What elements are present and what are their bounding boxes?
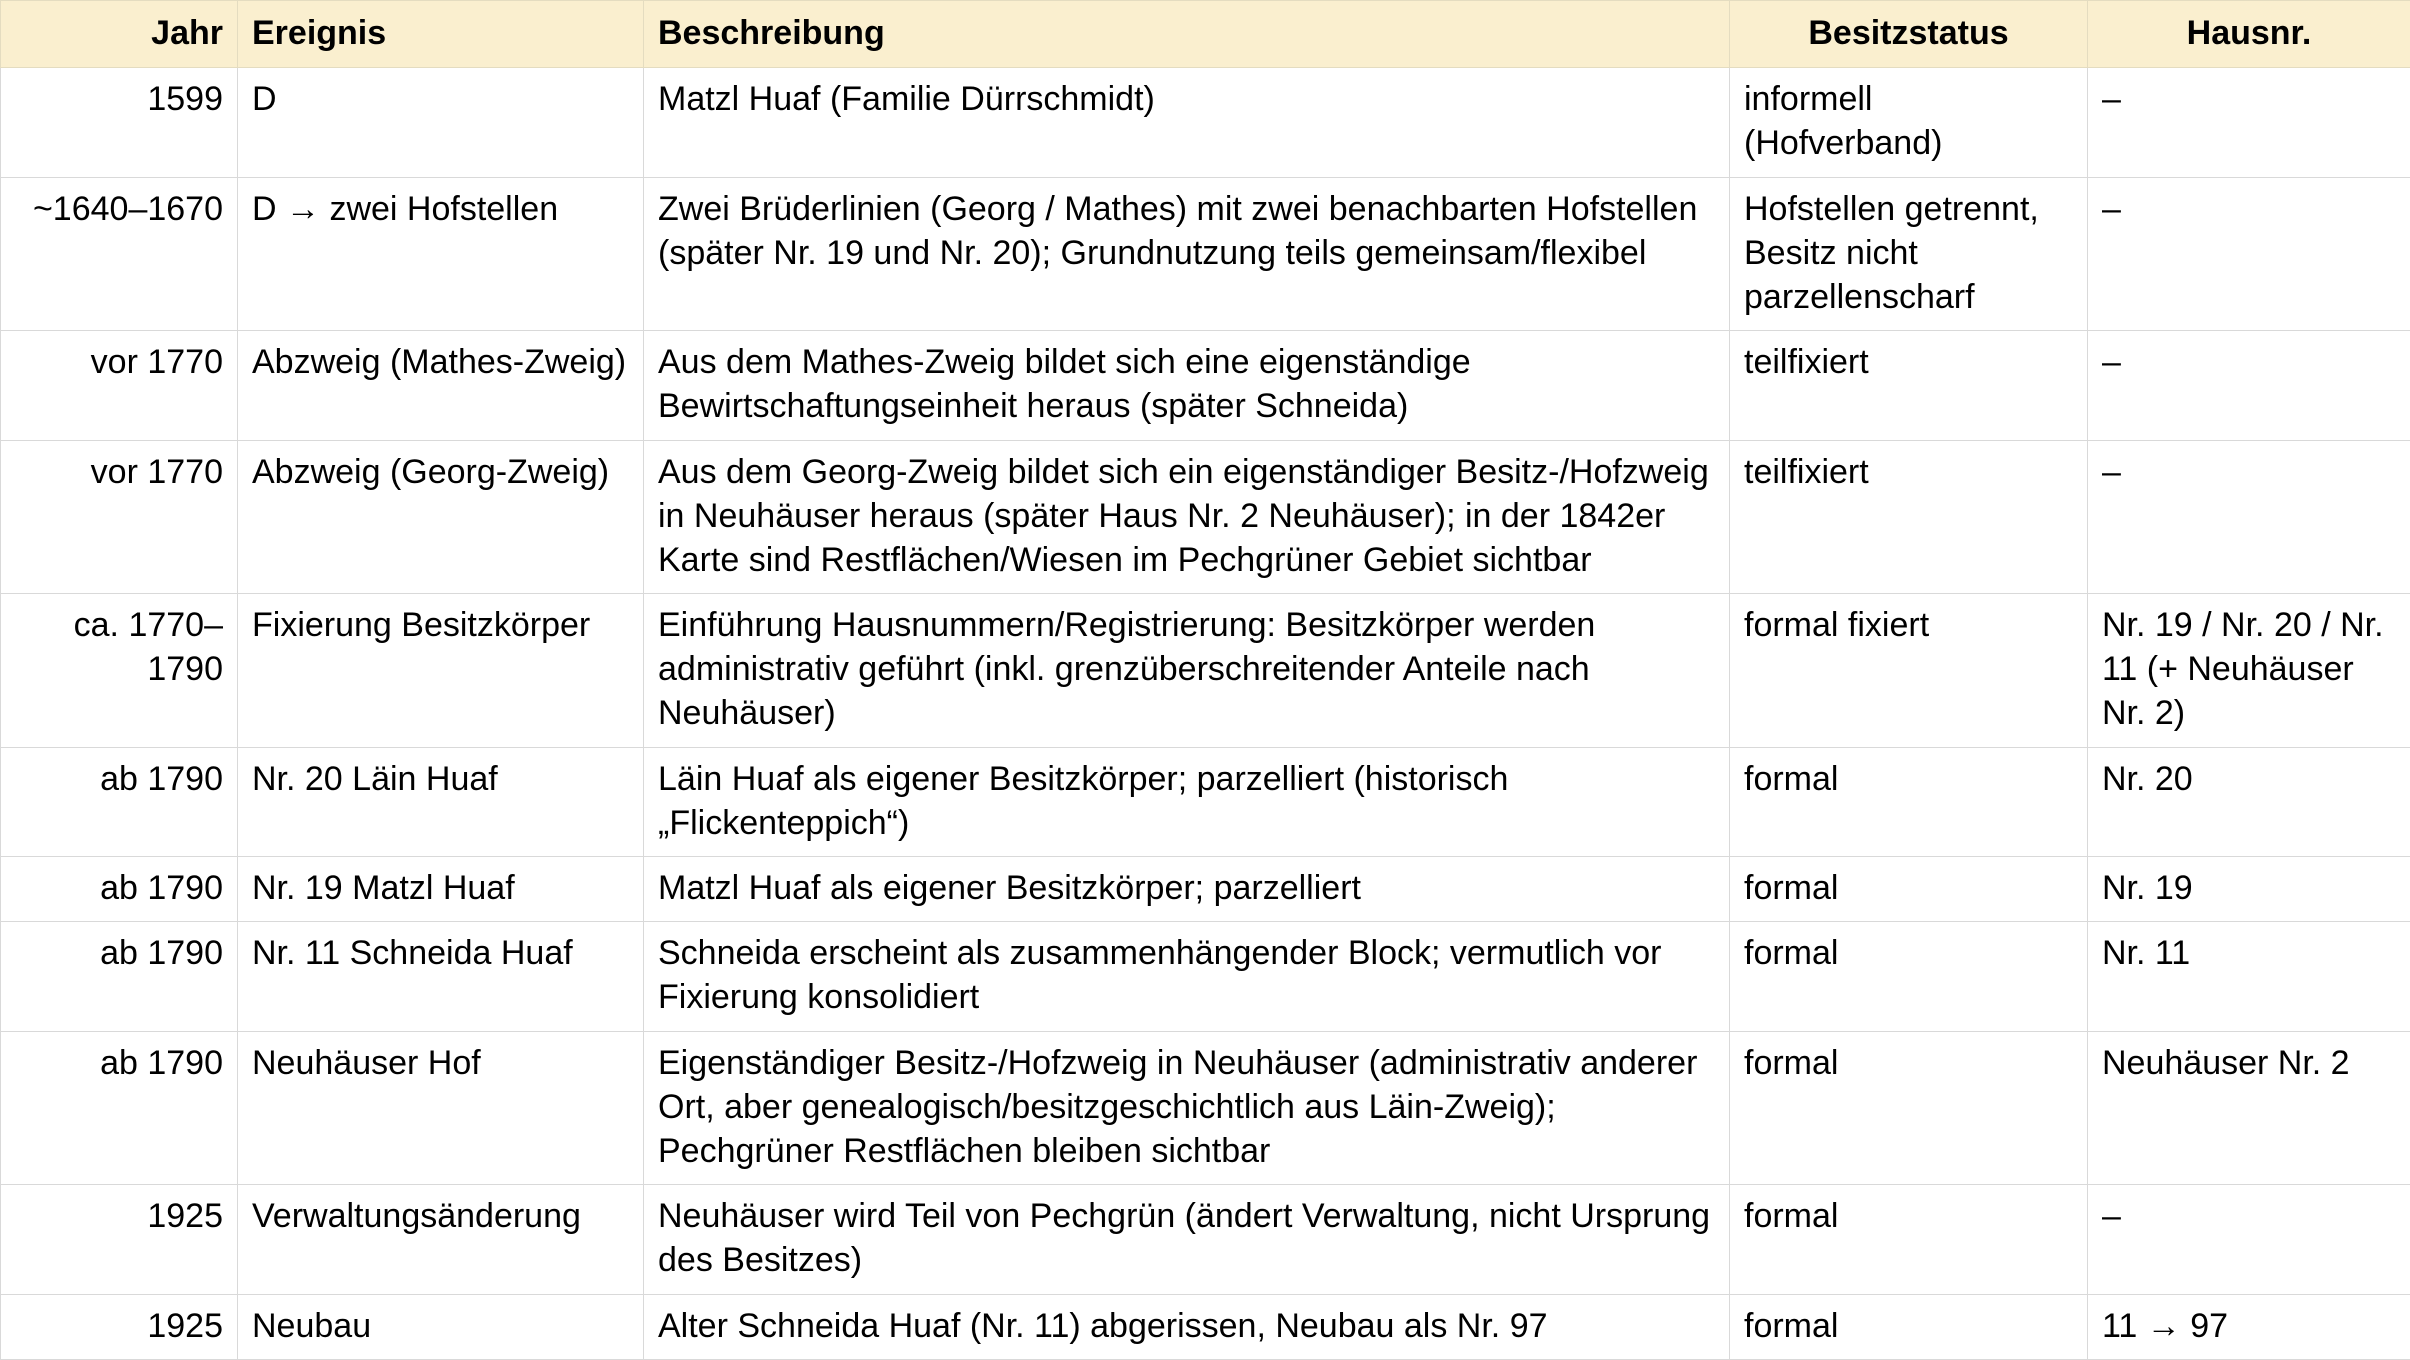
cell-ereignis: Verwaltungsänderung xyxy=(238,1185,644,1294)
column-header-beschreibung: Beschreibung xyxy=(644,1,1730,68)
cell-ereignis: Abzweig (Mathes-Zweig) xyxy=(238,331,644,440)
table-body xyxy=(1,68,2410,1360)
cell-ereignis: Nr. 19 Matzl Huaf xyxy=(238,857,644,922)
cell-status: formal xyxy=(1730,747,2088,856)
cell-jahr: vor 1770 xyxy=(1,440,238,594)
cell-hausnr: 11 → 97 xyxy=(2088,1294,2410,1359)
table-row xyxy=(1,594,2410,748)
cell-status: formal xyxy=(1730,857,2088,922)
cell-besch: Eigenständiger Besitz-/Hofzweig in Neuhäuser (administrativ anderer Ort, aber genealogisch/besitzgeschichtlich aus Läin-Zweig); Pechgrüner Restflächen bleiben sichtbar xyxy=(644,1031,1730,1185)
cell-status: formal fixiert xyxy=(1730,594,2088,748)
table-row xyxy=(1,177,2410,331)
cell-besch: Aus dem Mathes-Zweig bildet sich eine eigenständige Bewirtschaftungseinheit heraus (später Schneida) xyxy=(644,331,1730,440)
table-row xyxy=(1,922,2410,1031)
cell-ereignis: Neubau xyxy=(238,1294,644,1359)
column-header-besitzstatus: Besitzstatus xyxy=(1730,1,2088,68)
column-header-hausnr: Hausnr. xyxy=(2088,1,2410,68)
table-row xyxy=(1,1294,2410,1359)
table-row xyxy=(1,1185,2410,1294)
cell-status: teilfixiert xyxy=(1730,440,2088,594)
cell-besch: Aus dem Georg-Zweig bildet sich ein eigenständiger Besitz-/Hofzweig in Neuhäuser heraus (später Haus Nr. 2 Neuhäuser); in der 1842er Karte sind Restflächen/Wiesen im Pechgrüner Gebiet sichtbar xyxy=(644,440,1730,594)
cell-status: Hofstellen getrennt, Besitz nicht parzellenscharf xyxy=(1730,177,2088,331)
cell-jahr: ab 1790 xyxy=(1,1031,238,1185)
table-row xyxy=(1,440,2410,594)
cell-status: formal xyxy=(1730,922,2088,1031)
cell-jahr: 1925 xyxy=(1,1294,238,1359)
cell-ereignis: D xyxy=(238,68,644,177)
table-row xyxy=(1,857,2410,922)
cell-hausnr: Nr. 11 xyxy=(2088,922,2410,1031)
cell-hausnr: Neuhäuser Nr. 2 xyxy=(2088,1031,2410,1185)
cell-status: informell (Hofverband) xyxy=(1730,68,2088,177)
cell-besch: Neuhäuser wird Teil von Pechgrün (ändert Verwaltung, nicht Ursprung des Besitzes) xyxy=(644,1185,1730,1294)
cell-hausnr: – xyxy=(2088,68,2410,177)
cell-ereignis: Fixierung Besitzkörper xyxy=(238,594,644,748)
cell-jahr: 1925 xyxy=(1,1185,238,1294)
cell-jahr: ab 1790 xyxy=(1,857,238,922)
table-row xyxy=(1,68,2410,177)
cell-besch: Zwei Brüderlinien (Georg / Mathes) mit zwei benachbarten Hofstellen (später Nr. 19 und Nr. 20); Grundnutzung teils gemeinsam/flexibel xyxy=(644,177,1730,331)
cell-hausnr: – xyxy=(2088,331,2410,440)
table-row xyxy=(1,1031,2410,1185)
table-row xyxy=(1,747,2410,856)
cell-besch: Matzl Huaf (Familie Dürrschmidt) xyxy=(644,68,1730,177)
cell-ereignis: Nr. 11 Schneida Huaf xyxy=(238,922,644,1031)
cell-besch: Einführung Hausnummern/Registrierung: Besitzkörper werden administrativ geführt (inkl. grenzüberschreitender Anteile nach Neuhäuser) xyxy=(644,594,1730,748)
column-header-jahr: Jahr xyxy=(1,1,238,68)
cell-status: teilfixiert xyxy=(1730,331,2088,440)
cell-jahr: 1599 xyxy=(1,68,238,177)
cell-ereignis: Neuhäuser Hof xyxy=(238,1031,644,1185)
cell-besch: Alter Schneida Huaf (Nr. 11) abgerissen, Neubau als Nr. 97 xyxy=(644,1294,1730,1359)
cell-ereignis: D → zwei Hofstellen xyxy=(238,177,644,331)
table-header xyxy=(1,1,2410,68)
cell-ereignis: Nr. 20 Läin Huaf xyxy=(238,747,644,856)
cell-ereignis: Abzweig (Georg-Zweig) xyxy=(238,440,644,594)
cell-hausnr: – xyxy=(2088,177,2410,331)
cell-jahr: vor 1770 xyxy=(1,331,238,440)
cell-jahr: ~1640–1670 xyxy=(1,177,238,331)
cell-jahr: ab 1790 xyxy=(1,747,238,856)
cell-hausnr: – xyxy=(2088,440,2410,594)
cell-jahr: ca. 1770–1790 xyxy=(1,594,238,748)
cell-status: formal xyxy=(1730,1294,2088,1359)
cell-besch: Schneida erscheint als zusammenhängender Block; vermutlich vor Fixierung konsolidiert xyxy=(644,922,1730,1031)
cell-status: formal xyxy=(1730,1185,2088,1294)
column-header-ereignis: Ereignis xyxy=(238,1,644,68)
cell-hausnr: – xyxy=(2088,1185,2410,1294)
cell-besch: Matzl Huaf als eigener Besitzkörper; parzelliert xyxy=(644,857,1730,922)
cell-jahr: ab 1790 xyxy=(1,922,238,1031)
table-header-row xyxy=(1,1,2410,68)
cell-besch: Läin Huaf als eigener Besitzkörper; parzelliert (historisch „Flickenteppich“) xyxy=(644,747,1730,856)
cell-hausnr: Nr. 19 / Nr. 20 / Nr. 11 (+ Neuhäuser Nr. 2) xyxy=(2088,594,2410,748)
cell-hausnr: Nr. 20 xyxy=(2088,747,2410,856)
cell-status: formal xyxy=(1730,1031,2088,1185)
table-row xyxy=(1,331,2410,440)
cell-hausnr: Nr. 19 xyxy=(2088,857,2410,922)
